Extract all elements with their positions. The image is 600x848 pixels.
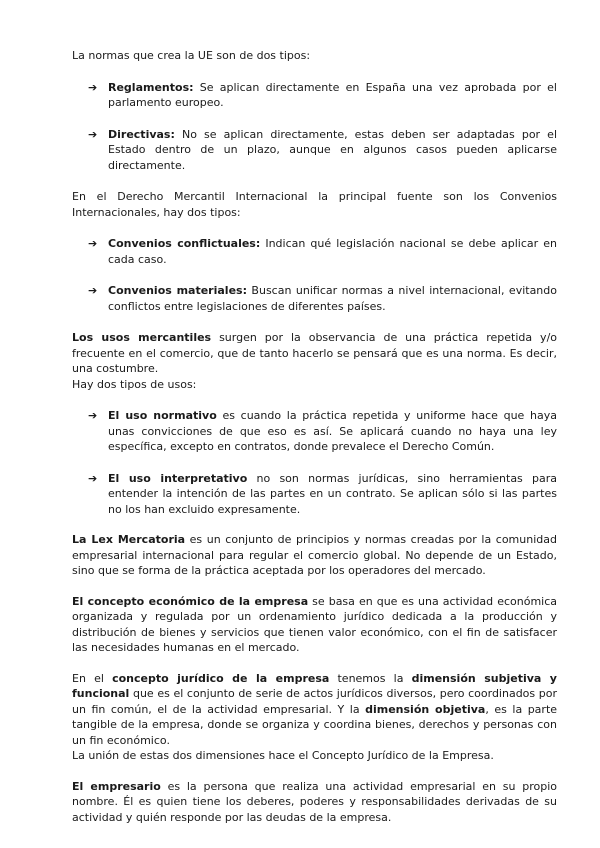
list-item: ➔ Convenios materiales: Buscan unificar normas a nivel internacional, evitando conflictos entre legislaciones de diferentes países. bbox=[88, 284, 557, 313]
ue-types-list bbox=[72, 80, 557, 174]
usos-paragraph: Los usos mercantiles surgen por la observancia de una práctica repetida y/o frecuente en el comercio, que de tanto hacerlo se pensará que es una norma. Es decir, una costumbre. bbox=[72, 331, 558, 375]
usos-types-intro: Hay dos tipos de usos: bbox=[72, 377, 197, 391]
arrow-icon: ➔ bbox=[88, 237, 98, 250]
list-item: ➔ El uso interpretativo no son normas jurídicas, sino herramientas para entender la intención de las partes en un contrato. Se aplican sólo si las partes no los han excluido expresamente. bbox=[88, 471, 558, 516]
list-item: ➔ Convenios conflictuales: Indican qué legislación nacional se debe aplicar en cada caso. bbox=[88, 237, 557, 266]
economico-paragraph: El concepto económico de la empresa se basa en que es una actividad económica organizada y regulada por un ordenamiento jurídico dedicada a la producción y distribución de bienes y servicios que tienen valor económico, con el fin de satisfacer las necesidades humanas en el mercado. bbox=[72, 594, 558, 654]
usos-list bbox=[72, 408, 557, 517]
arrow-icon: ➔ bbox=[88, 284, 98, 297]
convenios-intro: En el Derecho Mercantil Internacional la principal fuente son los Convenios Internacionales, hay dos tipos: bbox=[72, 190, 557, 219]
ue-intro: La normas que crea la UE son de dos tipos: bbox=[72, 49, 311, 62]
list-item: ➔ El uso normativo es cuando la práctica repetida y uniforme hace que haya unas convicciones de que eso es así. Se aplicará cuando no haya una ley específica, excepto en contratos, donde prevalece el Derecho Común. bbox=[88, 409, 557, 453]
convenios-list bbox=[72, 236, 557, 314]
list-item: ➔ Reglamentos: Se aplican directamente en España una vez aprobada por el parlamento europeo. bbox=[88, 80, 557, 109]
arrow-icon: ➔ bbox=[88, 80, 98, 94]
list-item: ➔ Directivas: No se aplican directamente, estas deben ser adaptadas por el Estado dentro de un plazo, aunque en algunos casos pueden aplicarse directamente. bbox=[88, 127, 557, 172]
empresario-paragraph: El empresario es la persona que realiza una actividad empresarial en su propio nombre. Él es quien tiene los deberes, poderes y responsabilidades derivadas de su actividad y quién responde por las deudas de la empresa. bbox=[72, 779, 557, 824]
lex-paragraph: La Lex Mercatoria es un conjunto de principios y normas creadas por la comunidad empresarial internacional para regular el comercio global. No depende de un Estado, sino que se forma de la práctica aceptada por los operadores del mercado. bbox=[72, 533, 557, 577]
juridico-conclusion: La unión de estas dos dimensiones hace el Concepto Jurídico de la Empresa. bbox=[72, 749, 494, 762]
juridico-paragraph: En el concepto jurídico de la empresa tenemos la dimensión subjetiva y funcional que es el conjunto de serie de actos jurídicos diversos, pero coordinados por un fin común, el de la actividad empresarial. Y la dimensión objetiva, es la parte tangible de la empresa, donde se organiza y coordina bienes, derechos y personas con un fin económico. bbox=[72, 671, 558, 747]
arrow-icon: ➔ bbox=[88, 471, 98, 485]
arrow-icon: ➔ bbox=[88, 127, 98, 141]
arrow-icon: ➔ bbox=[88, 409, 98, 422]
